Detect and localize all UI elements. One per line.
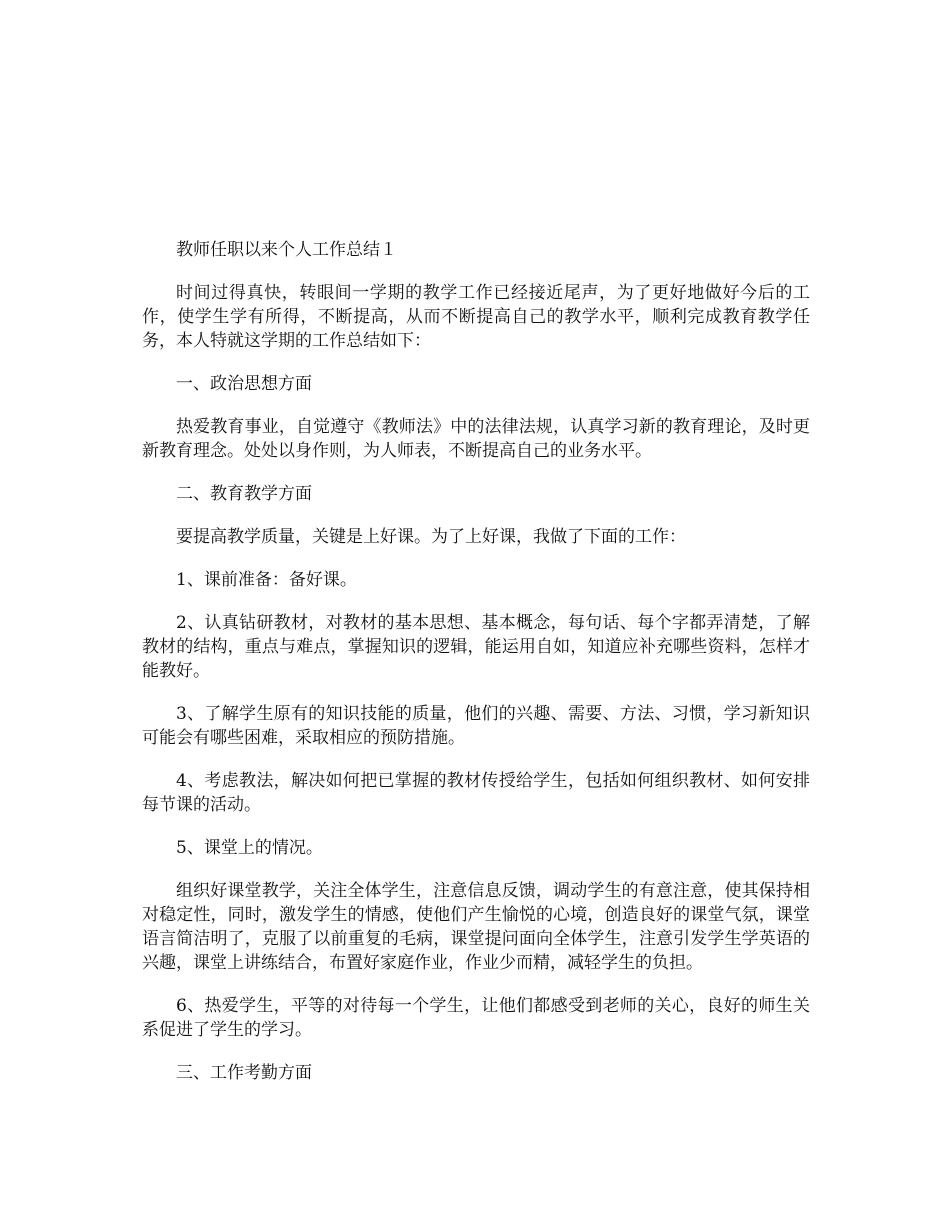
item-6-paragraph: 6、热爱学生，平等的对待每一个学生，让他们都感受到老师的关心，良好的师生关系促进了学生的学习。 [142, 996, 810, 1040]
section-heading-teaching: 二、教育教学方面 [176, 484, 312, 504]
document-title: 教师任职以来个人工作总结１ [176, 240, 397, 260]
teaching-intro-paragraph: 要提高教学质量，关键是上好课。为了上好课，我做了下面的工作： [176, 527, 686, 547]
intro-paragraph: 时间过得真快，转眼间一学期的教学工作已经接近尾声，为了更好地做好今后的工作，使学生学有所得，不断提高，从而不断提高自己的教学水平，顺利完成教育教学任务，本人特就这学期的工作总结如下： [142, 283, 810, 351]
section-heading-politics: 一、政治思想方面 [176, 374, 312, 394]
item-2-paragraph: 2、认真钻研教材，对教材的基本思想、基本概念，每句话、每个字都弄清楚，了解教材的结构，重点与难点，掌握知识的逻辑，能运用自如，知道应补充哪些资料，怎样才能教好。 [142, 613, 810, 681]
item-1-paragraph: 1、课前准备：备好课。 [176, 570, 357, 590]
item-5-paragraph: 5、课堂上的情况。 [176, 838, 323, 858]
politics-paragraph: 热爱教育事业，自觉遵守《教师法》中的法律法规，认真学习新的教育理论，及时更新教育理念。处处以身作则，为人师表，不断提高自己的业务水平。 [142, 417, 810, 461]
item-4-paragraph: 4、考虑教法，解决如何把已掌握的教材传授给学生，包括如何组织教材、如何安排每节课的活动。 [142, 771, 810, 815]
item-3-paragraph: 3、了解学生原有的知识技能的质量，他们的兴趣、需要、方法、习惯，学习新知识可能会有哪些困难，采取相应的预防措施。 [142, 704, 810, 748]
section-heading-attendance: 三、工作考勤方面 [176, 1063, 312, 1083]
document-body [142, 238, 810, 1104]
classroom-paragraph: 组织好课堂教学，关注全体学生，注意信息反馈，调动学生的有意注意，使其保持相对稳定性，同时，激发学生的情感，使他们产生愉悦的心境，创造良好的课堂气氛，课堂语言简洁明了，克服了以前重复的毛病，课堂提问面向全体学生，注意引发学生学英语的兴趣，课堂上讲练结合，布置好家庭作业，作业少而精，减轻学生的负担。 [142, 881, 810, 973]
